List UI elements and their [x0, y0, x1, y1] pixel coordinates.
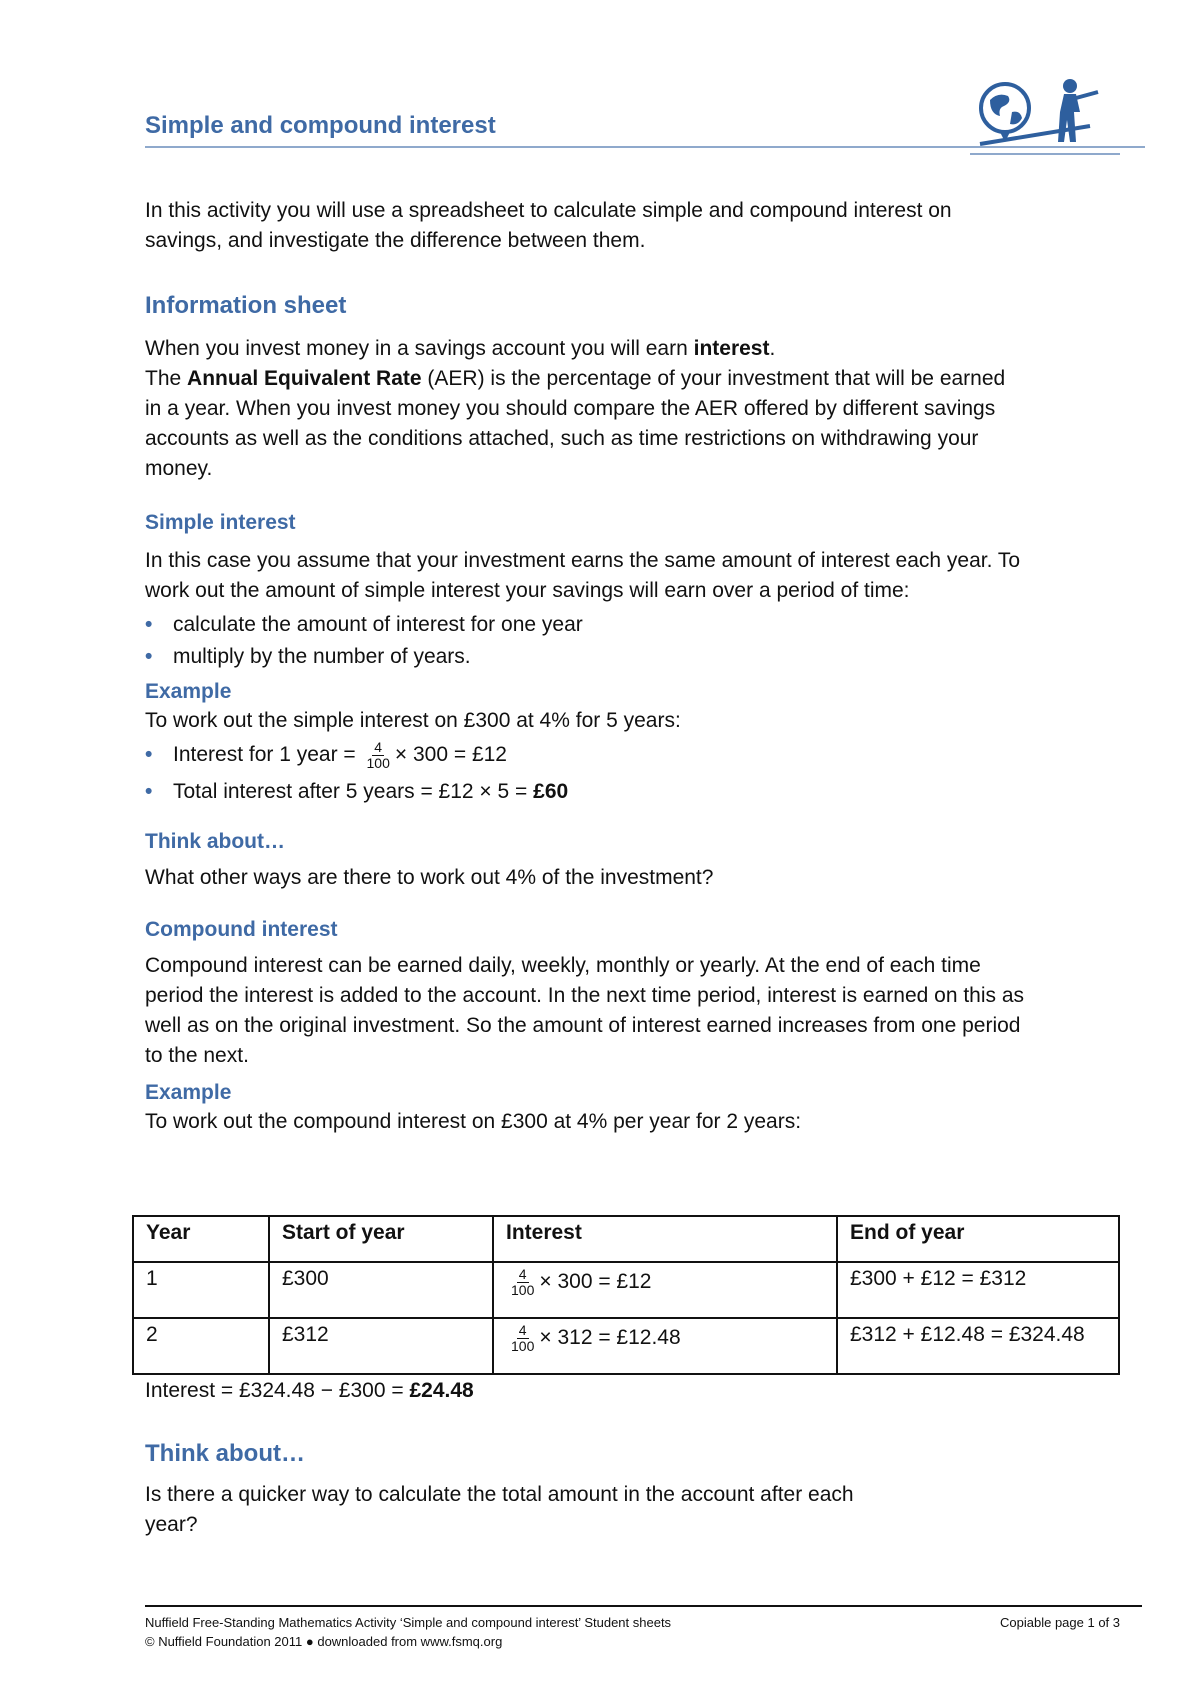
table-row: [133, 1318, 1119, 1374]
bullet-icon: •: [145, 613, 153, 636]
compound-example-text: To work out the compound interest on £300 at 4% per year for 2 years:: [145, 1110, 802, 1133]
table-cell: £312: [269, 1318, 493, 1374]
compound-interest-text: Compound interest can be earned daily, weekly, monthly or yearly. At the end of each time period the interest is added to the account. In the next time period, interest is earned on this as well as on the original investment. So the amount of interest earned increases from one period to the next.: [145, 954, 1025, 1067]
simple-interest-heading: Simple interest: [145, 511, 296, 534]
footer-line: Nuffield Free-Standing Mathematics Activity ‘Simple and compound interest’ Student sheets: [145, 1615, 672, 1630]
think-about-2: [145, 1438, 905, 1540]
header-rule: [145, 146, 1145, 148]
table-header-row: [133, 1216, 1119, 1262]
bullet-icon: •: [145, 780, 153, 803]
fraction: [365, 740, 392, 771]
fraction: [509, 1323, 536, 1354]
result-text: Interest = £324.48 − £300 =: [145, 1379, 410, 1402]
think-about-heading-2: Think about…: [145, 1440, 305, 1467]
simple-example-heading: Example: [145, 680, 232, 703]
page-title: Simple and compound interest: [145, 112, 496, 139]
info-text: (AER) is the percentage of your investment that will be earned in a year. When you invest money you should compare the AER offered by different savings accounts as well as the conditions attached, such as time restrictions on withdrawing your money.: [145, 367, 1006, 480]
result-value: £24.48: [409, 1379, 474, 1402]
information-sheet-heading: Information sheet: [145, 292, 347, 319]
main-content: [145, 196, 1025, 1137]
cell-text: × 312 = £12.48: [539, 1326, 681, 1350]
footer-line: © Nuffield Foundation 2011 ● downloaded from www.fsmq.org: [145, 1634, 503, 1649]
list-item-text: × 300 = £12: [394, 743, 507, 767]
list-item-text: Total interest after 5 years = £12 × 5 =: [173, 780, 534, 803]
column-header: End of year: [837, 1216, 1119, 1262]
table-cell: £312 + £12.48 = £324.48: [837, 1318, 1119, 1374]
compound-result: [145, 1376, 474, 1406]
page-number: Copiable page 1 of 3: [1000, 1615, 1120, 1630]
cell-text: × 300 = £12: [539, 1270, 652, 1294]
info-text: When you invest money in a savings account you will earn: [145, 337, 694, 360]
think-about-text: What other ways are there to work out 4% of the investment?: [145, 866, 714, 889]
simple-interest-text: In this case you assume that your investment earns the same amount of interest each year. To work out the amount of simple interest your savings will earn over a period of time:: [145, 549, 1021, 602]
column-header: Start of year: [269, 1216, 493, 1262]
fraction-denominator: 100: [511, 1338, 535, 1354]
info-text: .: [769, 337, 776, 360]
list-item: [145, 740, 1025, 771]
think-about-heading: Think about…: [145, 830, 285, 853]
info-text: The: [145, 367, 188, 390]
fraction-denominator: 100: [511, 1282, 535, 1298]
simple-example-text: To work out the simple interest on £300 at 4% for 5 years:: [145, 709, 681, 732]
list-item-text: multiply by the number of years.: [173, 645, 471, 668]
compound-interest-table: [132, 1215, 1120, 1375]
table-cell: [493, 1318, 837, 1374]
column-header: Interest: [493, 1216, 837, 1262]
think-about-text-2: Is there a quicker way to calculate the total amount in the account after each year?: [145, 1483, 854, 1536]
list-item-text: Interest for 1 year =: [173, 743, 362, 767]
table-row: [133, 1262, 1119, 1318]
fraction-numerator: 4: [518, 1266, 527, 1282]
bullet-icon: •: [145, 645, 153, 668]
intro-text: In this activity you will use a spreadsheet to calculate simple and compound interest on savings, and investigate the difference between them.: [145, 199, 952, 252]
footer-credits: [145, 1613, 671, 1651]
list-item-text: calculate the amount of interest for one year: [173, 613, 583, 636]
table-cell: £300: [269, 1262, 493, 1318]
fraction-numerator: 4: [374, 739, 383, 755]
list-item: [145, 610, 1025, 640]
simple-example-list: [145, 740, 1025, 807]
list-item: [145, 642, 1025, 672]
table-cell: 2: [133, 1318, 269, 1374]
info-bold-aer: Annual Equivalent Rate: [187, 367, 422, 390]
table-cell: £300 + £12 = £312: [837, 1262, 1119, 1318]
info-paragraph: [145, 334, 1025, 484]
info-bold-interest: interest: [693, 337, 770, 360]
column-header: Year: [133, 1216, 269, 1262]
list-item: [145, 777, 1025, 807]
simple-steps-list: [145, 610, 1025, 672]
compound-example-heading: Example: [145, 1081, 232, 1104]
fraction-numerator: 4: [518, 1322, 527, 1338]
table-cell: 1: [133, 1262, 269, 1318]
footer-rule: [145, 1605, 1142, 1607]
fraction-denominator: 100: [366, 755, 390, 771]
fraction: [509, 1267, 536, 1298]
total-interest-value: £60: [533, 780, 569, 803]
table-cell: [493, 1262, 837, 1318]
bullet-icon: •: [145, 743, 153, 766]
compound-interest-heading: Compound interest: [145, 918, 338, 941]
